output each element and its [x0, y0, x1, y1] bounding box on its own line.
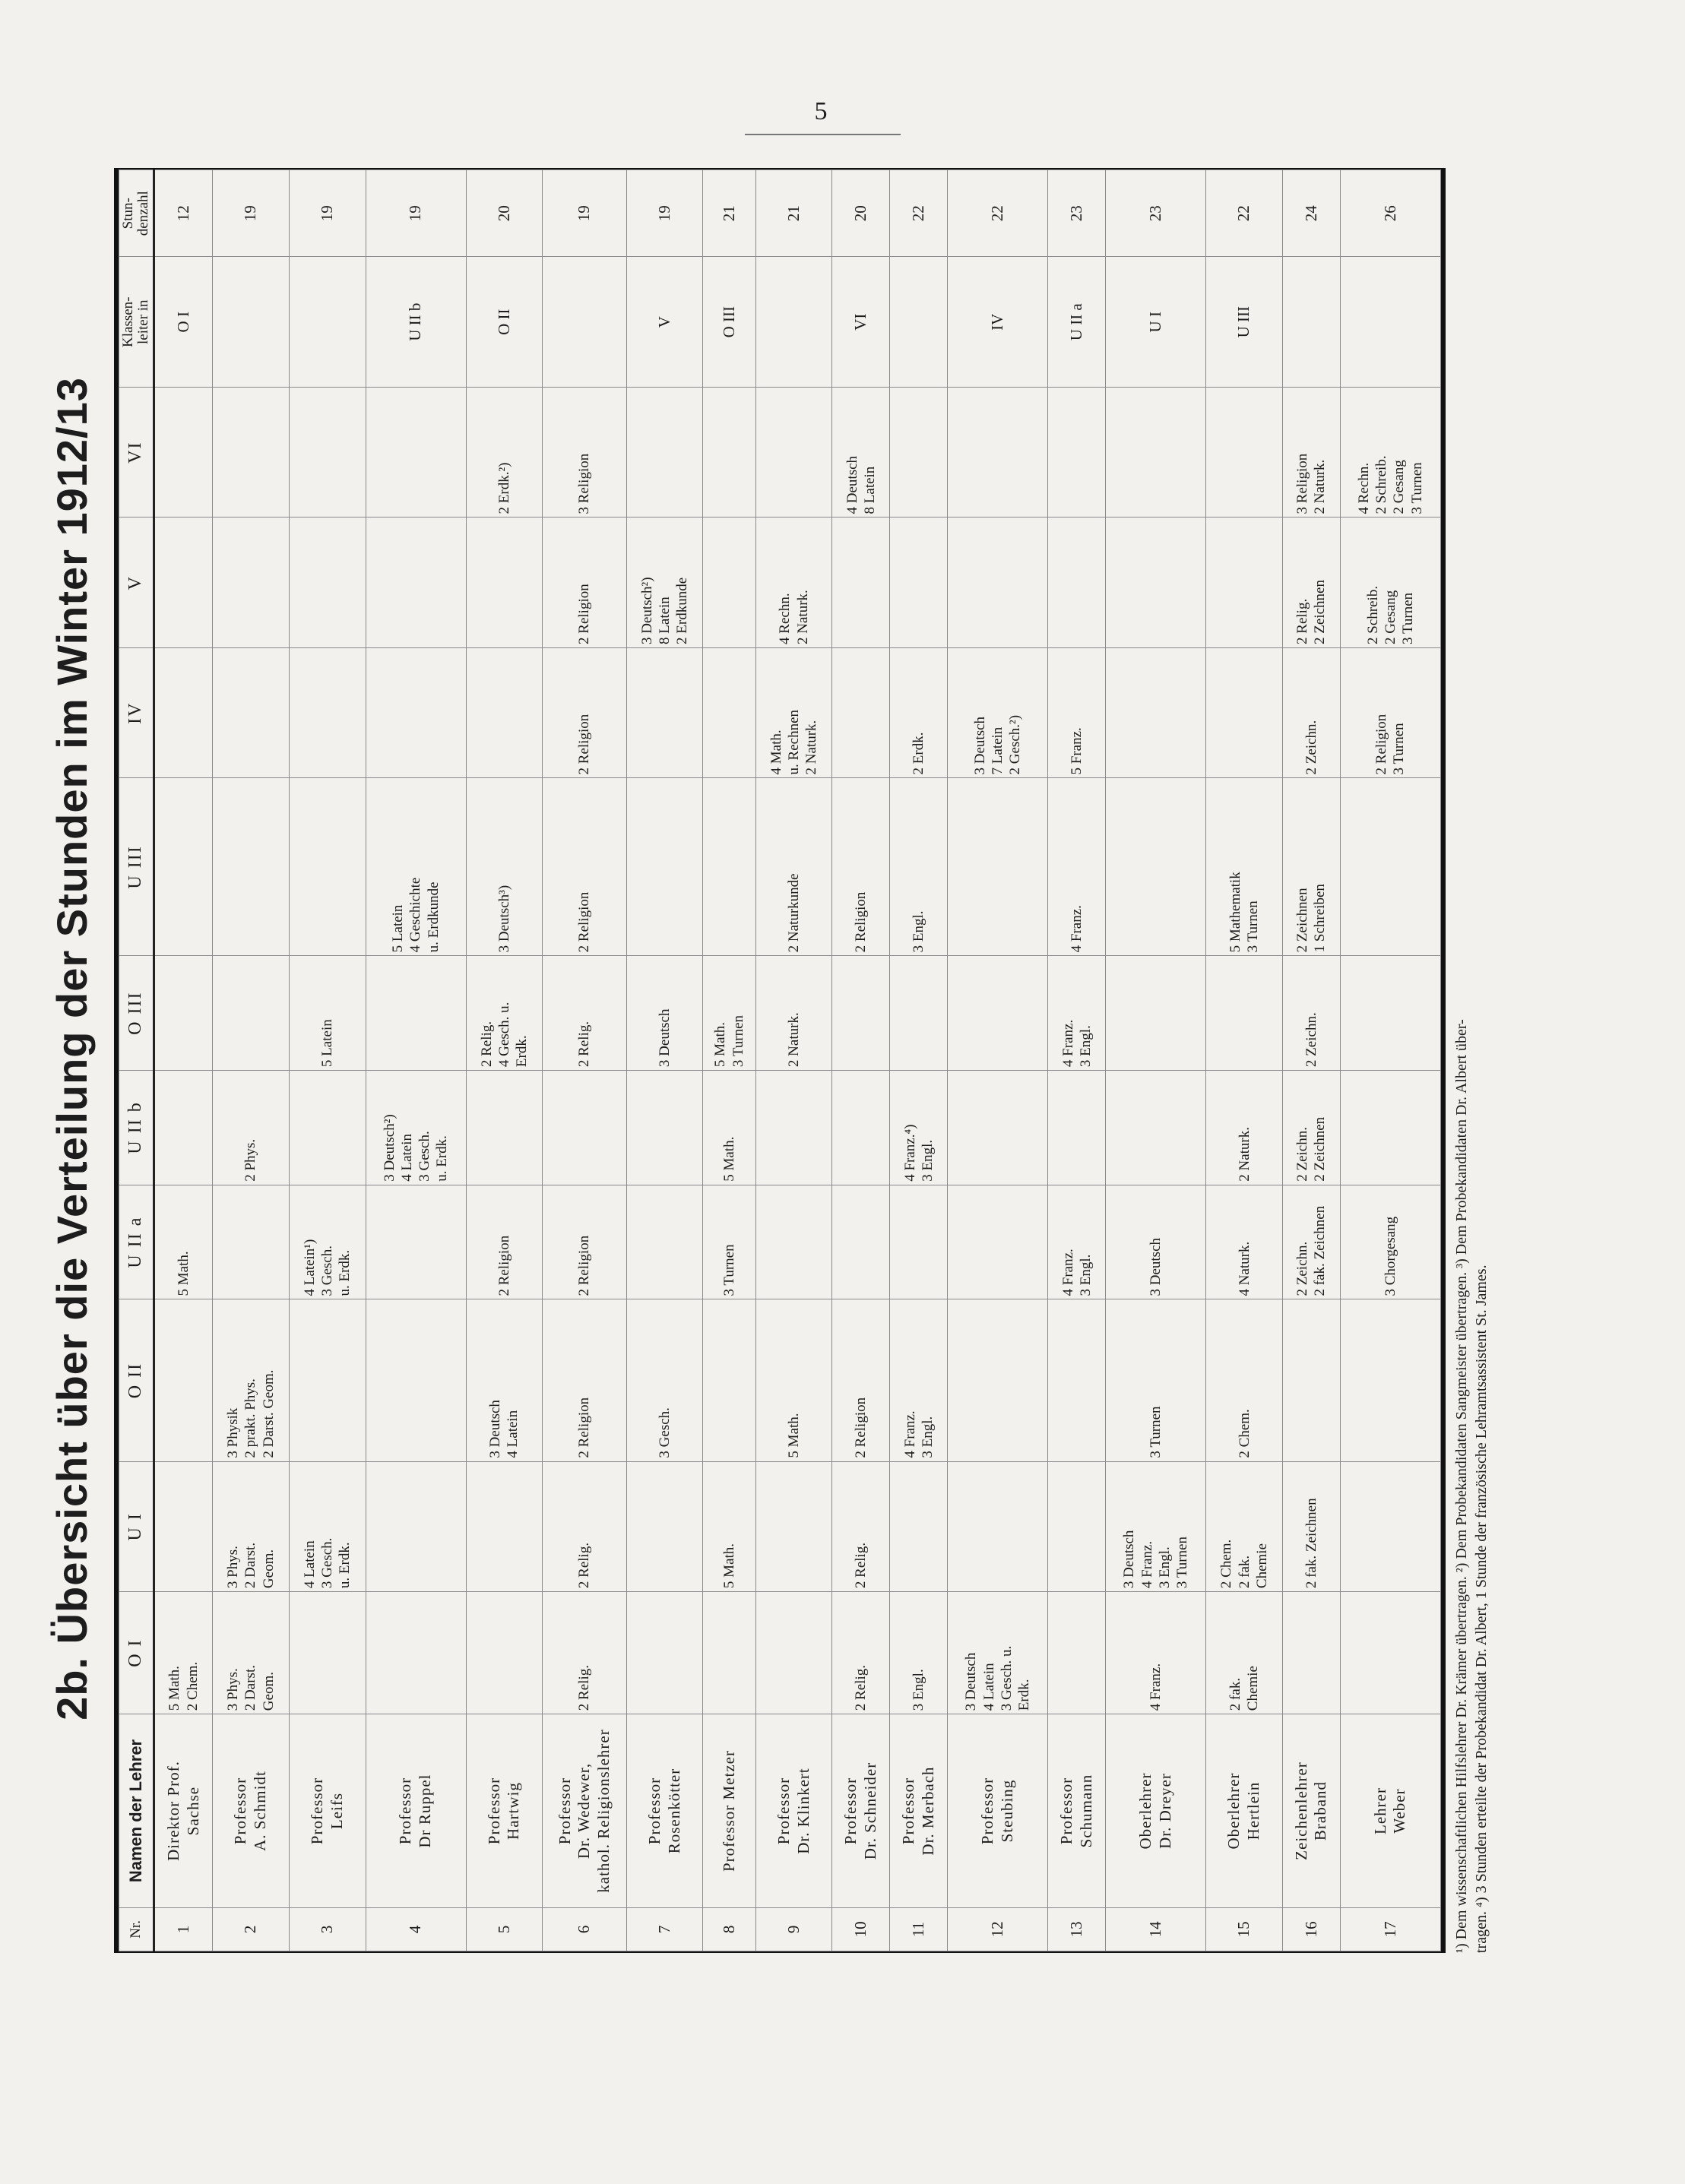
class-hours-cell	[948, 956, 1048, 1071]
class-hours-cell	[1340, 1461, 1440, 1592]
class-hours-cell	[213, 1185, 290, 1299]
class-hours-cell	[832, 1071, 890, 1185]
class-hours-cell: 4 Franz.⁴) 3 Engl.	[890, 1071, 948, 1185]
class-hours-cell	[154, 387, 212, 518]
class-hours-cell	[1340, 778, 1440, 956]
class-hours-cell: 2 Relig.	[832, 1461, 890, 1592]
header-class-uiia: U II a	[119, 1185, 154, 1299]
row-number: 4	[366, 1907, 466, 1951]
hour-count-cell: 19	[289, 170, 366, 257]
class-hours-cell: 5 Math.	[755, 1299, 832, 1461]
table-row	[755, 170, 832, 1951]
class-hours-cell: 5 Franz.	[1048, 647, 1106, 778]
header-hour-count: Stun- denzahl	[119, 170, 154, 257]
table-row	[703, 170, 755, 1951]
row-number: 2	[213, 1907, 290, 1951]
class-hours-cell: 2 Relig. 2 Zeichnen	[1282, 518, 1340, 648]
class-hours-cell: 3 Religion 2 Naturk.	[1282, 387, 1340, 518]
footnote-line-1: ¹) Dem wissenschaftlichen Hilfslehrer Dr. Krämer übertragen. ²) Dem Probekandidaten Sangmeister übertragen. ³) Dem Probekandidaten Dr. Albert über-	[1453, 1019, 1470, 1953]
class-hours-cell: 3 Gesch.	[626, 1299, 703, 1461]
class-leader-cell	[213, 257, 290, 388]
class-hours-cell	[154, 956, 212, 1071]
class-hours-cell: 2 Religion	[543, 1299, 627, 1461]
class-hours-cell	[948, 518, 1048, 648]
class-hours-cell: 2 Naturk.	[755, 956, 832, 1071]
class-hours-cell	[703, 647, 755, 778]
class-hours-cell	[1206, 956, 1283, 1071]
class-hours-cell: 2 Religion	[543, 1185, 627, 1299]
table-row	[948, 170, 1048, 1951]
teacher-name: Professor Dr Ruppel	[366, 1714, 466, 1908]
class-hours-cell: 4 Latein 3 Gesch. u. Erdk.	[289, 1461, 366, 1592]
class-leader-cell: U I	[1106, 257, 1206, 388]
row-number: 3	[289, 1907, 366, 1951]
header-class-vi: VI	[119, 387, 154, 518]
hour-count-cell: 22	[890, 170, 948, 257]
class-hours-cell: 3 Deutsch²) 8 Latein 2 Erdkunde	[626, 518, 703, 648]
teacher-name: Professor Metzer	[703, 1714, 755, 1908]
class-hours-cell	[755, 1592, 832, 1714]
header-class-uiii: U III	[119, 778, 154, 956]
class-hours-cell	[1282, 1592, 1340, 1714]
class-hours-cell	[213, 647, 290, 778]
class-hours-cell: 3 Deutsch 4 Latein 3 Gesch. u. Erdk.	[948, 1592, 1048, 1714]
row-number: 12	[948, 1907, 1048, 1951]
class-hours-cell: 3 Phys. 2 Darst. Geom.	[213, 1461, 290, 1592]
class-hours-cell	[1048, 518, 1106, 648]
class-hours-cell	[703, 1592, 755, 1714]
teacher-name: Professor Dr. Wedewer, kathol. Religionslehrer	[543, 1714, 627, 1908]
class-hours-cell	[703, 518, 755, 648]
class-hours-cell	[755, 1185, 832, 1299]
teacher-name: Professor Dr. Merbach	[890, 1714, 948, 1908]
class-hours-cell	[626, 778, 703, 956]
class-hours-cell: 5 Math. 2 Chem.	[154, 1592, 212, 1714]
row-number: 16	[1282, 1907, 1340, 1951]
teacher-name: Lehrer Weber	[1340, 1714, 1440, 1908]
class-hours-cell: 3 Turnen	[1106, 1299, 1206, 1461]
class-hours-cell: 3 Turnen	[703, 1185, 755, 1299]
class-hours-cell	[832, 518, 890, 648]
class-hours-cell	[466, 1071, 543, 1185]
class-hours-cell	[755, 1071, 832, 1185]
class-hours-cell: 2 Zeichn.	[1282, 956, 1340, 1071]
class-hours-cell	[466, 1592, 543, 1714]
class-hours-cell	[890, 1461, 948, 1592]
class-hours-cell: 2 Naturk.	[1206, 1071, 1283, 1185]
class-leader-cell	[543, 257, 627, 388]
row-number: 8	[703, 1907, 755, 1951]
row-number: 11	[890, 1907, 948, 1951]
row-number: 13	[1048, 1907, 1106, 1951]
class-hours-cell: 5 Latein 4 Geschichte u. Erdkunde	[366, 778, 466, 956]
class-hours-cell: 3 Phys. 2 Darst. Geom.	[213, 1592, 290, 1714]
class-hours-cell	[466, 647, 543, 778]
class-leader-cell: U III	[1206, 257, 1283, 388]
header-class-uiib: U II b	[119, 1071, 154, 1185]
hour-count-cell: 19	[366, 170, 466, 257]
class-leader-cell	[1340, 257, 1440, 388]
table-header	[119, 170, 154, 1951]
class-hours-cell: 3 Deutsch 7 Latein 2 Gesch.²)	[948, 647, 1048, 778]
row-number: 14	[1106, 1907, 1206, 1951]
class-hours-cell	[626, 1185, 703, 1299]
class-hours-cell	[948, 387, 1048, 518]
hour-count-cell: 20	[466, 170, 543, 257]
class-hours-cell	[703, 778, 755, 956]
class-hours-cell: 5 Math.	[703, 1461, 755, 1592]
class-hours-cell: 5 Latein	[289, 956, 366, 1071]
row-number: 1	[154, 1907, 212, 1951]
class-hours-cell: 2 fak. Zeichnen	[1282, 1461, 1340, 1592]
class-hours-cell	[890, 1185, 948, 1299]
table-row	[1282, 170, 1340, 1951]
class-hours-cell	[890, 387, 948, 518]
distribution-table-frame	[114, 168, 1446, 1953]
class-hours-cell	[1340, 1071, 1440, 1185]
row-number: 17	[1340, 1907, 1440, 1951]
teacher-name: Professor Rosenkötter	[626, 1714, 703, 1908]
class-hours-cell	[626, 387, 703, 518]
table-row	[1106, 170, 1206, 1951]
class-hours-cell: 4 Latein¹) 3 Gesch. u. Erdk.	[289, 1185, 366, 1299]
class-hours-cell: 3 Chorgesang	[1340, 1185, 1440, 1299]
hour-count-cell: 21	[755, 170, 832, 257]
class-hours-cell	[1048, 387, 1106, 518]
class-hours-cell	[213, 778, 290, 956]
row-number: 6	[543, 1907, 627, 1951]
class-hours-cell	[948, 1461, 1048, 1592]
hour-count-cell: 24	[1282, 170, 1340, 257]
class-leader-cell	[1282, 257, 1340, 388]
header-class-leader: Klassen- leiter in	[119, 257, 154, 388]
class-hours-cell	[1106, 387, 1206, 518]
class-hours-cell	[366, 1185, 466, 1299]
class-hours-cell: 2 Zeichn. 2 fak. Zeichnen	[1282, 1185, 1340, 1299]
table-row	[890, 170, 948, 1951]
table-row	[366, 170, 466, 1951]
header-row	[119, 170, 154, 1951]
class-hours-cell: 2 Relig. 4 Gesch. u. Erdk.	[466, 956, 543, 1071]
class-hours-cell	[366, 518, 466, 648]
page-number-rule	[745, 134, 901, 135]
class-leader-cell: VI	[832, 257, 890, 388]
table-row	[1048, 170, 1106, 1951]
class-hours-cell: 2 Relig.	[543, 1592, 627, 1714]
class-leader-cell: O III	[703, 257, 755, 388]
header-class-ui: U I	[119, 1461, 154, 1592]
class-hours-cell: 5 Math.	[154, 1185, 212, 1299]
class-hours-cell: 5 Mathematik 3 Turnen	[1206, 778, 1283, 956]
table-row	[1340, 170, 1440, 1951]
footnotes	[1452, 144, 1491, 1953]
row-number: 10	[832, 1907, 890, 1951]
class-hours-cell	[1048, 1299, 1106, 1461]
teacher-name: Oberlehrer Hertlein	[1206, 1714, 1283, 1908]
footnote-line-2: tragen. ⁴) 3 Stunden erteilte der Probekandidat Dr. Albert, 1 Stunde der französische Lehramtsassistent St. James.	[1473, 1265, 1490, 1953]
hours-distribution-table	[119, 169, 1441, 1951]
class-hours-cell: 3 Deutsch³)	[466, 778, 543, 956]
table-row	[832, 170, 890, 1951]
table-row	[543, 170, 627, 1951]
teacher-name: Zeichenlehrer Braband	[1282, 1714, 1340, 1908]
class-hours-cell	[948, 1071, 1048, 1185]
class-hours-cell: 2 Religion	[543, 518, 627, 648]
class-hours-cell	[366, 1299, 466, 1461]
hour-count-cell: 19	[213, 170, 290, 257]
class-hours-cell: 3 Deutsch	[626, 956, 703, 1071]
table-row	[154, 170, 212, 1951]
class-hours-cell	[948, 1299, 1048, 1461]
class-hours-cell: 2 fak. Chemie	[1206, 1592, 1283, 1714]
class-hours-cell: 3 Deutsch²) 4 Latein 3 Gesch. u. Erdk.	[366, 1071, 466, 1185]
class-hours-cell: 3 Engl.	[890, 778, 948, 956]
teacher-name: Professor Dr. Klinkert	[755, 1714, 832, 1908]
class-hours-cell: 3 Engl.	[890, 1592, 948, 1714]
class-hours-cell: 4 Deutsch 8 Latein	[832, 387, 890, 518]
class-hours-cell: 2 Religion	[466, 1185, 543, 1299]
class-hours-cell: 3 Physik 2 prakt. Phys. 2 Darst. Geom.	[213, 1299, 290, 1461]
class-hours-cell	[366, 1592, 466, 1714]
row-number: 9	[755, 1907, 832, 1951]
class-leader-cell: O II	[466, 257, 543, 388]
teacher-name: Professor A. Schmidt	[213, 1714, 290, 1908]
class-hours-cell	[154, 518, 212, 648]
class-hours-cell	[289, 1299, 366, 1461]
class-hours-cell	[289, 1071, 366, 1185]
class-hours-cell	[755, 1461, 832, 1592]
class-hours-cell	[213, 518, 290, 648]
hour-count-cell: 21	[703, 170, 755, 257]
teacher-name: Professor Hartwig	[466, 1714, 543, 1908]
class-hours-cell: 3 Deutsch 4 Latein	[466, 1299, 543, 1461]
class-hours-cell	[1106, 956, 1206, 1071]
class-hours-cell: 2 Religion	[832, 1299, 890, 1461]
table-row	[1206, 170, 1283, 1951]
class-hours-cell	[289, 1592, 366, 1714]
header-class-oi: O I	[119, 1592, 154, 1714]
class-hours-cell	[1048, 1071, 1106, 1185]
class-hours-cell	[755, 387, 832, 518]
hour-count-cell: 22	[1206, 170, 1283, 257]
teacher-name: Professor Dr. Schneider	[832, 1714, 890, 1908]
class-hours-cell	[466, 1461, 543, 1592]
class-hours-cell	[1340, 1299, 1440, 1461]
class-hours-cell: 4 Math. u. Rechnen 2 Naturk.	[755, 647, 832, 778]
class-hours-cell: 3 Deutsch	[1106, 1185, 1206, 1299]
class-hours-cell	[948, 778, 1048, 956]
class-hours-cell	[213, 956, 290, 1071]
hour-count-cell: 12	[154, 170, 212, 257]
class-hours-cell	[832, 956, 890, 1071]
header-teacher-names: Namen der Lehrer	[119, 1714, 154, 1908]
class-hours-cell: 4 Franz. 3 Engl.	[890, 1299, 948, 1461]
class-hours-cell	[832, 1185, 890, 1299]
class-hours-cell: 2 Relig.	[543, 1461, 627, 1592]
row-number: 5	[466, 1907, 543, 1951]
class-hours-cell: 2 Chem.	[1206, 1299, 1283, 1461]
class-hours-cell	[1106, 647, 1206, 778]
class-leader-cell	[755, 257, 832, 388]
teacher-name: Professor Leifs	[289, 1714, 366, 1908]
class-hours-cell: 5 Math. 3 Turnen	[703, 956, 755, 1071]
class-hours-cell	[626, 647, 703, 778]
table-row	[213, 170, 290, 1951]
class-hours-cell: 3 Religion	[543, 387, 627, 518]
class-hours-cell	[1106, 518, 1206, 648]
class-hours-cell	[154, 778, 212, 956]
class-hours-cell: 2 Zeichnen 1 Schreiben	[1282, 778, 1340, 956]
class-hours-cell	[289, 647, 366, 778]
class-hours-cell: 4 Naturk.	[1206, 1185, 1283, 1299]
class-hours-cell	[626, 1592, 703, 1714]
hour-count-cell: 23	[1106, 170, 1206, 257]
class-hours-cell	[1206, 518, 1283, 648]
class-hours-cell: 2 Erdk.²)	[466, 387, 543, 518]
class-hours-cell	[154, 1461, 212, 1592]
class-hours-cell	[154, 1299, 212, 1461]
table-row	[626, 170, 703, 1951]
class-leader-cell: O I	[154, 257, 212, 388]
rotated-page-content	[38, 144, 1528, 1953]
class-hours-cell	[366, 956, 466, 1071]
class-hours-cell: 2 Relig.	[832, 1592, 890, 1714]
hour-count-cell: 26	[1340, 170, 1440, 257]
teacher-name: Direktor Prof. Sachse	[154, 1714, 212, 1908]
class-leader-cell	[890, 257, 948, 388]
class-hours-cell	[1206, 387, 1283, 518]
class-hours-cell: 2 Religion	[543, 647, 627, 778]
class-hours-cell	[366, 647, 466, 778]
page-number: 5	[814, 97, 828, 125]
header-nr: Nr.	[119, 1907, 154, 1951]
teacher-name: Professor Steubing	[948, 1714, 1048, 1908]
class-hours-cell	[1282, 1299, 1340, 1461]
class-hours-cell	[466, 518, 543, 648]
class-hours-cell	[289, 778, 366, 956]
hour-count-cell: 22	[948, 170, 1048, 257]
class-hours-cell	[1340, 956, 1440, 1071]
hour-count-cell: 23	[1048, 170, 1106, 257]
class-hours-cell	[626, 1461, 703, 1592]
class-hours-cell	[1048, 1461, 1106, 1592]
class-hours-cell	[289, 387, 366, 518]
class-hours-cell: 2 Chem. 2 fak. Chemie	[1206, 1461, 1283, 1592]
class-hours-cell	[1048, 1592, 1106, 1714]
hour-count-cell: 20	[832, 170, 890, 257]
class-hours-cell: 2 Religion 3 Turnen	[1340, 647, 1440, 778]
header-class-v: V	[119, 518, 154, 648]
class-hours-cell	[626, 1071, 703, 1185]
row-number: 7	[626, 1907, 703, 1951]
class-hours-cell	[154, 1071, 212, 1185]
class-hours-cell: 4 Franz. 3 Engl.	[1048, 956, 1106, 1071]
class-hours-cell: 4 Rechn. 2 Schreib. 2 Gesang 3 Turnen	[1340, 387, 1440, 518]
class-hours-cell	[1340, 1592, 1440, 1714]
table-body	[154, 170, 1440, 1951]
row-number: 15	[1206, 1907, 1283, 1951]
class-hours-cell	[890, 956, 948, 1071]
teacher-name: Oberlehrer Dr. Dreyer	[1106, 1714, 1206, 1908]
hour-count-cell: 19	[543, 170, 627, 257]
header-class-iv: IV	[119, 647, 154, 778]
class-hours-cell: 2 Zeichn.	[1282, 647, 1340, 778]
table-row	[466, 170, 543, 1951]
class-hours-cell	[366, 387, 466, 518]
page-title: 2b. Übersicht über die Verteilung der Stunden im Winter 1912/13	[48, 377, 96, 1720]
teacher-name: Professor Schumann	[1048, 1714, 1106, 1908]
class-hours-cell: 2 Phys.	[213, 1071, 290, 1185]
class-hours-cell: 2 Religion	[543, 778, 627, 956]
header-class-oii: O II	[119, 1299, 154, 1461]
class-hours-cell: 4 Franz. 3 Engl.	[1048, 1185, 1106, 1299]
table-row	[289, 170, 366, 1951]
class-hours-cell: 2 Relig.	[543, 956, 627, 1071]
header-class-oiii: O III	[119, 956, 154, 1071]
class-leader-cell: U II a	[1048, 257, 1106, 388]
class-hours-cell: 4 Franz.	[1048, 778, 1106, 956]
class-hours-cell	[289, 518, 366, 648]
class-hours-cell	[1206, 647, 1283, 778]
class-hours-cell	[948, 1185, 1048, 1299]
class-hours-cell: 2 Naturkunde	[755, 778, 832, 956]
class-hours-cell	[1106, 1071, 1206, 1185]
class-hours-cell	[703, 1299, 755, 1461]
class-hours-cell: 2 Erdk.	[890, 647, 948, 778]
class-leader-cell: IV	[948, 257, 1048, 388]
class-leader-cell: U II b	[366, 257, 466, 388]
class-hours-cell: 4 Rechn. 2 Naturk.	[755, 518, 832, 648]
class-hours-cell: 5 Math.	[703, 1071, 755, 1185]
class-hours-cell: 2 Religion	[832, 778, 890, 956]
class-leader-cell: V	[626, 257, 703, 388]
class-hours-cell	[154, 647, 212, 778]
class-hours-cell: 4 Franz.	[1106, 1592, 1206, 1714]
class-hours-cell	[832, 647, 890, 778]
hour-count-cell: 19	[626, 170, 703, 257]
class-hours-cell	[703, 387, 755, 518]
class-hours-cell	[890, 518, 948, 648]
class-hours-cell	[213, 387, 290, 518]
class-hours-cell	[366, 1461, 466, 1592]
class-hours-cell	[543, 1071, 627, 1185]
class-hours-cell: 3 Deutsch 4 Franz. 3 Engl. 3 Turnen	[1106, 1461, 1206, 1592]
class-hours-cell: 2 Schreib. 2 Gesang 3 Turnen	[1340, 518, 1440, 648]
class-hours-cell	[1106, 778, 1206, 956]
class-leader-cell	[289, 257, 366, 388]
class-hours-cell: 2 Zeichn. 2 Zeichnen	[1282, 1071, 1340, 1185]
